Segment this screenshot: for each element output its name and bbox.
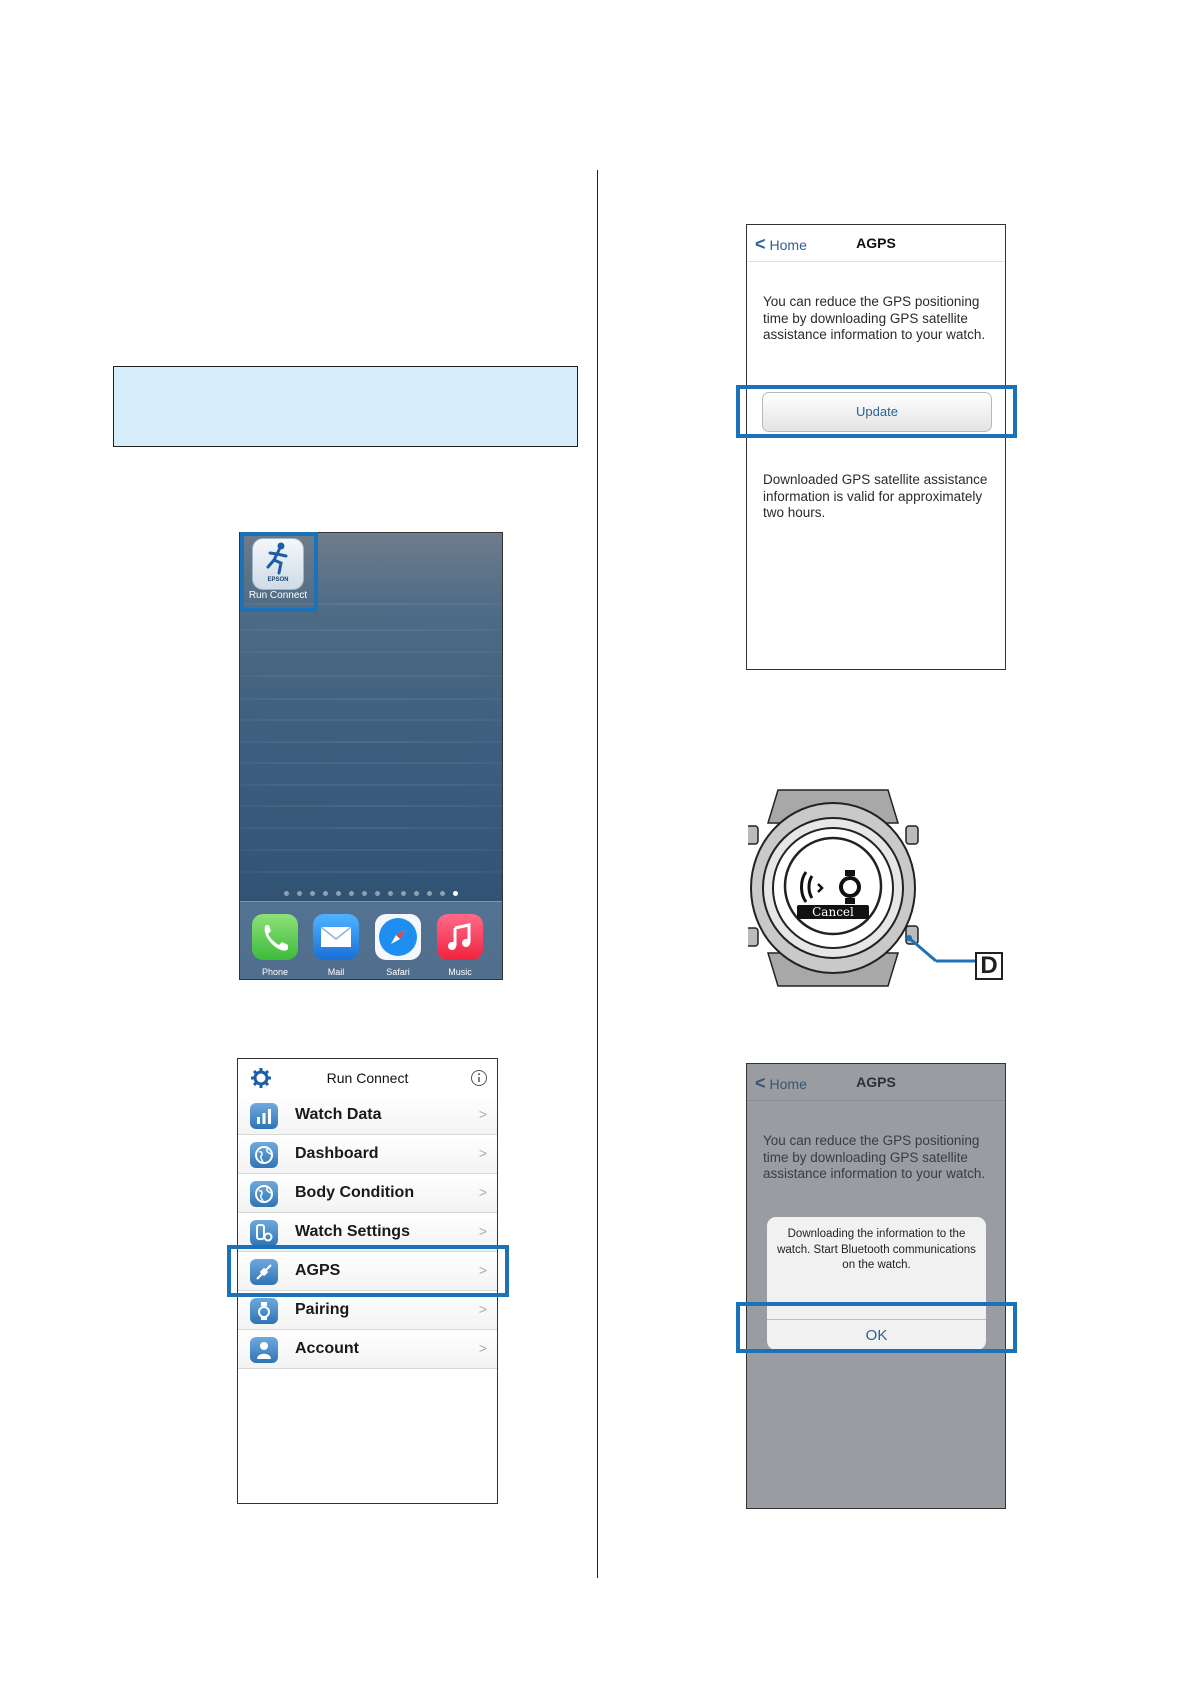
menu-label: Body Condition bbox=[295, 1184, 415, 1201]
agps-description: You can reduce the GPS positioning time by downloading GPS satellite assistance information to your watch. bbox=[763, 294, 986, 342]
watch-icon bbox=[250, 1298, 278, 1324]
validity-note: Downloaded GPS satellite assistance information is valid for approximately two hours. bbox=[763, 472, 988, 520]
menu-item-watch-data[interactable] bbox=[238, 1096, 497, 1135]
menu-label: Watch Data bbox=[295, 1106, 382, 1123]
person-icon bbox=[250, 1337, 278, 1363]
agps-screen bbox=[746, 224, 1006, 670]
dock-label-safari: Safari bbox=[386, 967, 410, 977]
globe-icon bbox=[250, 1142, 278, 1168]
globe-icon bbox=[250, 1181, 278, 1207]
chevron-right-icon: > bbox=[478, 1262, 487, 1278]
ok-highlight-frame bbox=[736, 1302, 1017, 1353]
dock bbox=[240, 901, 502, 980]
agps-highlight-frame bbox=[227, 1245, 509, 1297]
menu-header bbox=[238, 1059, 497, 1097]
info-icon[interactable] bbox=[470, 1069, 488, 1087]
app-highlight-frame bbox=[240, 532, 318, 612]
chevron-right-icon: > bbox=[478, 1184, 487, 1200]
dock-label-music: Music bbox=[448, 967, 472, 977]
dock-label-mail: Mail bbox=[327, 967, 345, 977]
dialog-message: Downloading the information to the watch. Start Bluetooth communications on the watch. bbox=[777, 1228, 976, 1271]
ok-button[interactable]: OK bbox=[767, 1319, 986, 1351]
app-brand: EPSON bbox=[267, 577, 289, 583]
menu-label: Watch Settings bbox=[295, 1223, 410, 1240]
agps-dialog-screen bbox=[746, 1063, 1006, 1509]
chevron-right-icon: > bbox=[478, 1145, 487, 1161]
watch-gear-icon bbox=[250, 1220, 278, 1246]
compass-icon[interactable] bbox=[375, 914, 421, 960]
menu-label: AGPS bbox=[295, 1262, 341, 1279]
menu-label: Account bbox=[295, 1340, 359, 1357]
chevron-left-icon: < bbox=[755, 234, 766, 254]
chevron-right-icon: > bbox=[478, 1223, 487, 1239]
menu-label: Dashboard bbox=[295, 1145, 379, 1162]
back-label: Home bbox=[769, 237, 807, 253]
mail-icon[interactable] bbox=[313, 914, 359, 960]
phone-icon[interactable] bbox=[252, 914, 298, 960]
chevron-right-icon: > bbox=[478, 1340, 487, 1356]
watch-illustration bbox=[748, 788, 1008, 988]
menu-title: Run Connect bbox=[326, 1070, 409, 1086]
page-indicator bbox=[240, 891, 502, 896]
cancel-label: Cancel bbox=[797, 905, 869, 919]
menu-label: Pairing bbox=[295, 1301, 350, 1318]
button-d-callout: D bbox=[975, 952, 1003, 980]
menu-item-body-condition[interactable] bbox=[238, 1174, 497, 1213]
menu-item-dashboard[interactable] bbox=[238, 1135, 497, 1174]
chevron-right-icon: > bbox=[478, 1301, 487, 1317]
bar-chart-icon bbox=[250, 1103, 278, 1129]
dock-label-phone: Phone bbox=[261, 967, 289, 977]
note-box bbox=[113, 366, 578, 447]
chevron-right-icon: > bbox=[478, 1106, 487, 1122]
app-label: Run Connect bbox=[248, 590, 308, 601]
screen-title: AGPS bbox=[856, 235, 896, 251]
music-note-icon[interactable] bbox=[437, 914, 483, 960]
nav-bar bbox=[747, 225, 1005, 262]
update-button[interactable]: Update bbox=[762, 392, 992, 432]
column-divider bbox=[597, 170, 598, 1578]
update-highlight-frame bbox=[736, 385, 1017, 438]
menu-item-account[interactable] bbox=[238, 1330, 497, 1369]
